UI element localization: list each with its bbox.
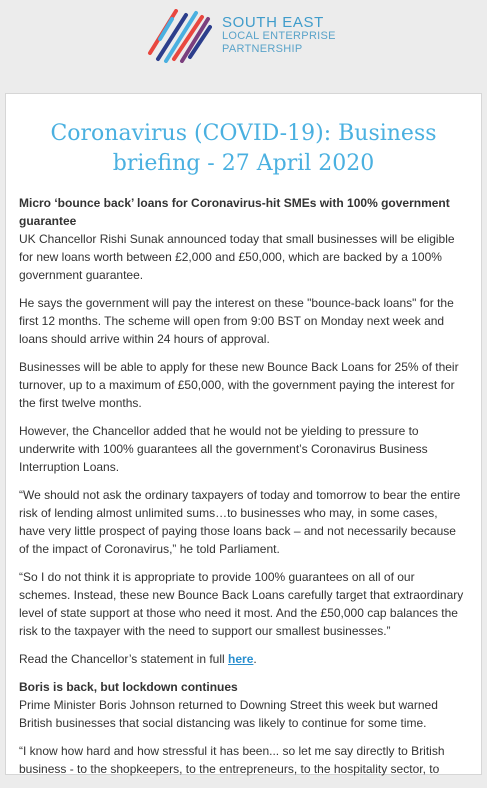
read-statement-line: [19, 650, 465, 668]
section-heading-lockdown: Boris is back, but lockdown continues: [19, 680, 238, 694]
logo-line-3: PARTNERSHIP: [222, 43, 303, 55]
briefing-content: [19, 194, 465, 788]
logo-line-1: SOUTH EAST: [222, 14, 324, 31]
section-lockdown: [19, 678, 465, 778]
selep-logo-icon: [146, 9, 212, 63]
paragraph: Businesses will be able to apply for these new Bounce Back Loans for 25% of their turnover, up to a maximum of £50,000, with the government paying the interest for the first twelve months.: [19, 360, 459, 410]
section-heading-loans: Micro ‘bounce back’ loans for Coronavirus-hit SMEs with 100% government guarantee: [19, 196, 450, 228]
read-statement-suffix: .: [253, 652, 257, 666]
briefing-card: [5, 93, 482, 775]
page-title: Coronavirus (COVID-19): Business briefing - 27 April 2020: [50, 121, 437, 176]
paragraph: “We should not ask the ordinary taxpayers of today and tomorrow to bear the entire risk of lending almost unlimited sums…to businesses who may, in some cases, have very little prospect of paying those loans back – and not necessarily because of the impact of Coronavirus,” he told Parliament.: [19, 488, 461, 556]
paragraph: However, the Chancellor added that he would not be yielding to pressure to underwrite with 100% guarantees all the government’s Coronavirus Business Interruption Loans.: [19, 424, 428, 474]
section-loans: [19, 194, 465, 668]
paragraph: He says the government will pay the interest on these "bounce-back loans" for the first 12 months. The scheme will open from 9:00 BST on Monday next week and loans should arrive within 24 hours of approval.: [19, 296, 454, 346]
paragraph: UK Chancellor Rishi Sunak announced today that small businesses will be eligible for new loans worth between £2,000 and £50,000, which are backed by a 100% government guarantee.: [19, 232, 455, 282]
statement-link[interactable]: here: [228, 652, 254, 666]
paragraph: “So I do not think it is appropriate to provide 100% guarantees on all of our schemes. Instead, these new Bounce Back Loans carefully target that extraordinary level of state support at those who need it most. And the £50,000 cap balances the risk to the taxpayer with the need to support our smallest businesses.”: [19, 570, 464, 638]
logo-text: [222, 15, 336, 56]
read-statement-text: Read the Chancellor’s statement in full: [19, 652, 229, 666]
paragraph: Prime Minister Boris Johnson returned to Downing Street this week but warned British businesses that social distancing was likely to continue for some time.: [19, 698, 438, 730]
paragraph: “I know how hard and how stressful it has been... so let me say directly to British business - to the shopkeepers, to the entrepreneurs, to the hospitality sector, to: [19, 744, 445, 776]
header: [0, 0, 487, 90]
logo-line-2: LOCAL ENTERPRISE: [222, 30, 336, 42]
